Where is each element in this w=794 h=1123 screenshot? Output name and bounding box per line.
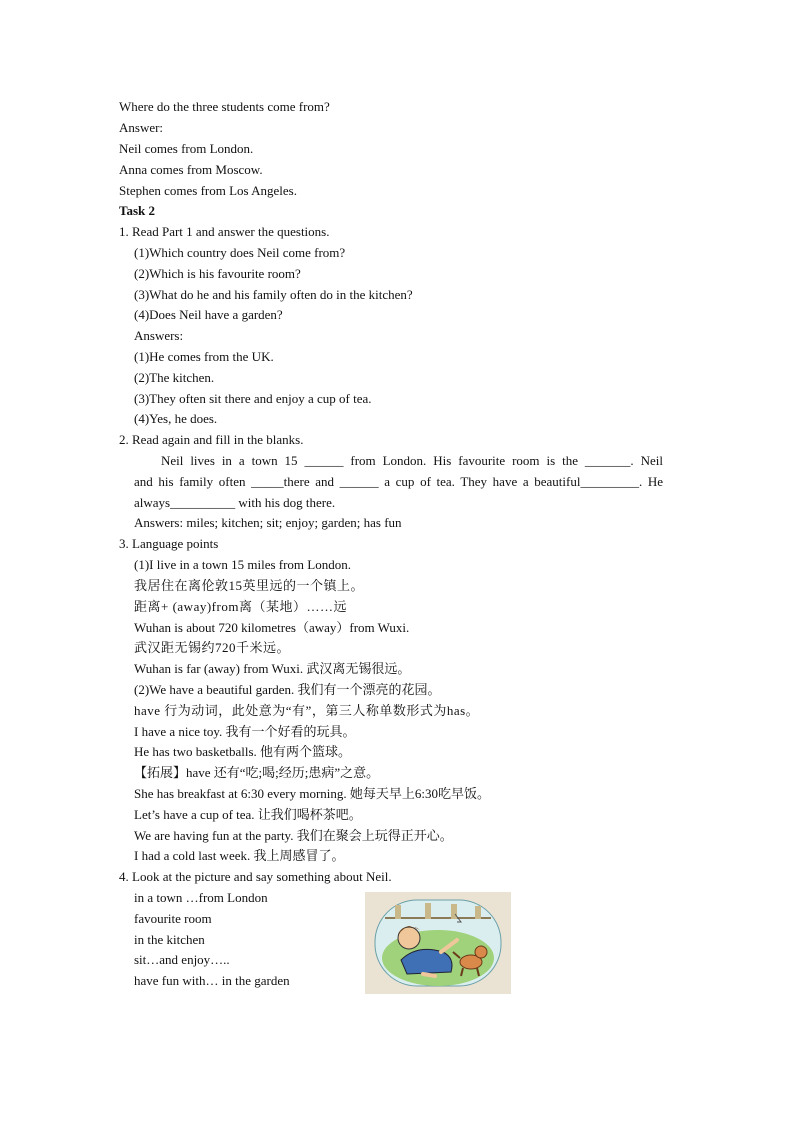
question-origin: Where do the three students come from? <box>119 99 330 114</box>
lp-example-far: Wuhan is far (away) from Wuxi. 武汉离无锡很远。 <box>134 661 411 676</box>
lp-example-basketballs: He has two basketballs. 他有两个篮球。 <box>134 744 352 759</box>
answer-label: Answer: <box>119 120 164 135</box>
answer-3: (3)They often sit there and enjoy a cup of tea. <box>134 391 372 406</box>
lp-translation-1: 我居住在离伦敦15英里远的一个镇上。 <box>134 578 365 593</box>
section-3-title: 3. Language points <box>119 536 219 551</box>
prompt-enjoy: sit…and enjoy….. <box>134 952 230 967</box>
answer-neil: Neil comes from London. <box>119 141 254 156</box>
lp-example-wuhan: Wuhan is about 720 kilometres（away）from Wuxi. <box>134 620 410 635</box>
prompt-fun: have fun with… in the garden <box>134 973 290 988</box>
question-3: (3)What do he and his family often do in the kitchen? <box>134 287 413 302</box>
lp-extension: 【拓展】have 还有“吃;喝;经历;患病”之意。 <box>134 765 380 780</box>
task-heading: Task 2 <box>119 203 156 218</box>
fill-blank-line-1: Neil lives in a town 15 ______ from London. His favourite room is the _______. Neil <box>161 453 663 468</box>
lp-example-breakfast: She has breakfast at 6:30 every morning. 她每天早上6:30吃早饭。 <box>134 786 490 801</box>
section-4-title: 4. Look at the picture and say something about Neil. <box>119 869 392 884</box>
fill-blank-answers: Answers: miles; kitchen; sit; enjoy; garden; has fun <box>134 515 402 530</box>
lp-example-toy: I have a nice toy. 我有一个好看的玩具。 <box>134 724 356 739</box>
lp-example-party: We are having fun at the party. 我们在聚会上玩得正开心。 <box>134 828 453 843</box>
lp-sentence-2: (2)We have a beautiful garden. 我们有一个漂亮的花园。 <box>134 682 441 697</box>
answer-1: (1)He comes from the UK. <box>134 349 274 364</box>
answers-label: Answers: <box>134 328 184 343</box>
answer-2: (2)The kitchen. <box>134 370 215 385</box>
question-4: (4)Does Neil have a garden? <box>134 307 283 322</box>
lp-example-cold: I had a cold last week. 我上周感冒了。 <box>134 848 345 863</box>
lp-note-distance: 距离+ (away)from离（某地）……远 <box>134 599 347 614</box>
fill-blank-line-3: always__________ with his dog there. <box>134 495 336 510</box>
question-2: (2)Which is his favourite room? <box>134 266 301 281</box>
answer-anna: Anna comes from Moscow. <box>119 162 263 177</box>
lp-example-tea: Let’s have a cup of tea. 让我们喝杯茶吧。 <box>134 807 362 822</box>
section-2-title: 2. Read again and fill in the blanks. <box>119 432 304 447</box>
prompt-town: in a town …from London <box>134 890 268 905</box>
fill-blank-line-2: and his family often _____there and ______ a cup of tea. They have a beautiful_________. He <box>134 474 663 489</box>
lp-note-have: have 行为动词，此处意为“有”，第三人称单数形式为has。 <box>134 703 480 718</box>
prompt-room: favourite room <box>134 911 212 926</box>
lp-translation-wuhan: 武汉距无锡约720千米远。 <box>134 640 291 655</box>
section-1-title: 1. Read Part 1 and answer the questions. <box>119 224 330 239</box>
boy-and-dog-illustration <box>365 892 511 994</box>
lp-sentence-1: (1)I live in a town 15 miles from London. <box>134 557 351 572</box>
answer-4: (4)Yes, he does. <box>134 411 218 426</box>
prompt-kitchen: in the kitchen <box>134 932 205 947</box>
answer-stephen: Stephen comes from Los Angeles. <box>119 183 297 198</box>
question-1: (1)Which country does Neil come from? <box>134 245 346 260</box>
